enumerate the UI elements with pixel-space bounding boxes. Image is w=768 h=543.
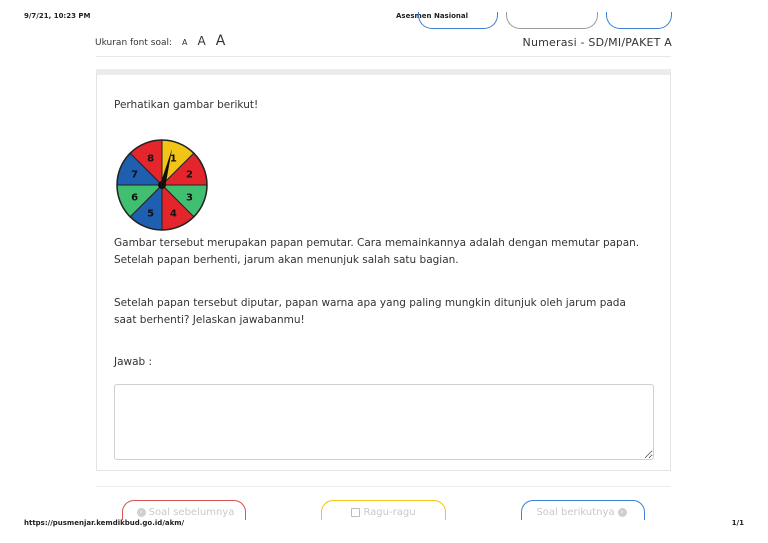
nav-divider (96, 486, 671, 487)
spinner-sector-label: 7 (131, 169, 139, 181)
font-size-label: Ukuran font soal: (95, 38, 173, 48)
question-intro: Perhatikan gambar berikut! (114, 99, 259, 111)
spinner-image (114, 137, 210, 233)
chevron-right-icon: › (618, 508, 627, 517)
font-size-selector (95, 33, 235, 49)
subject-title: Numerasi - SD/MI/PAKET A (522, 36, 672, 49)
doubt-button[interactable] (321, 500, 446, 520)
answer-label: Jawab : (114, 356, 153, 368)
spinner-sector-label: 3 (185, 192, 193, 204)
spinner-hub (158, 181, 166, 189)
chevron-left-icon: ‹ (137, 508, 146, 517)
spinner-sector-label: 5 (147, 208, 155, 220)
top-button-partial-2[interactable] (506, 12, 598, 29)
question-paragraph-1: Gambar tersebut merupakan papan pemutar. Cara memainkannya adalah dengan memutar papan. Setelah papan berhenti, jarum akan menunjuk salah satu bagian. (114, 237, 640, 266)
font-size-small-button[interactable]: A (182, 38, 188, 47)
next-question-label: Soal berikutnya (536, 507, 615, 518)
question-paragraph-2: Setelah papan tersebut diputar, papan warna apa yang paling mungkin ditunjuk oleh jarum pada saat berhenti? Jelaskan jawabanmu! (114, 297, 626, 326)
question-card (96, 69, 671, 471)
answer-textarea[interactable] (114, 384, 654, 460)
font-size-medium-button[interactable]: A (197, 34, 206, 48)
prev-question-label: Soal sebelumnya (148, 507, 235, 518)
spinner-sector-label: 8 (147, 153, 155, 165)
checkbox-icon (351, 508, 360, 517)
print-datetime: 9/7/21, 10:23 PM (24, 12, 91, 20)
font-size-large-button[interactable]: A (215, 33, 226, 49)
spinner-sector-label: 1 (169, 153, 177, 165)
top-button-partial-3[interactable] (606, 12, 672, 29)
top-button-partial-1[interactable] (418, 12, 498, 29)
spinner-sector-label: 6 (131, 192, 139, 204)
print-footer (24, 519, 744, 529)
print-page-number: 1/1 (731, 519, 744, 527)
header-divider (96, 56, 671, 57)
prev-question-button[interactable] (122, 500, 246, 520)
spinner-sector-label: 4 (169, 208, 177, 220)
spinner-sector-label: 2 (185, 169, 193, 181)
print-url: https://pusmenjar.kemdikbud.go.id/akm/ (24, 519, 185, 527)
print-title: Asesmen Nasional (396, 12, 469, 20)
next-question-button[interactable] (521, 500, 645, 520)
doubt-label: Ragu-ragu (363, 507, 416, 518)
